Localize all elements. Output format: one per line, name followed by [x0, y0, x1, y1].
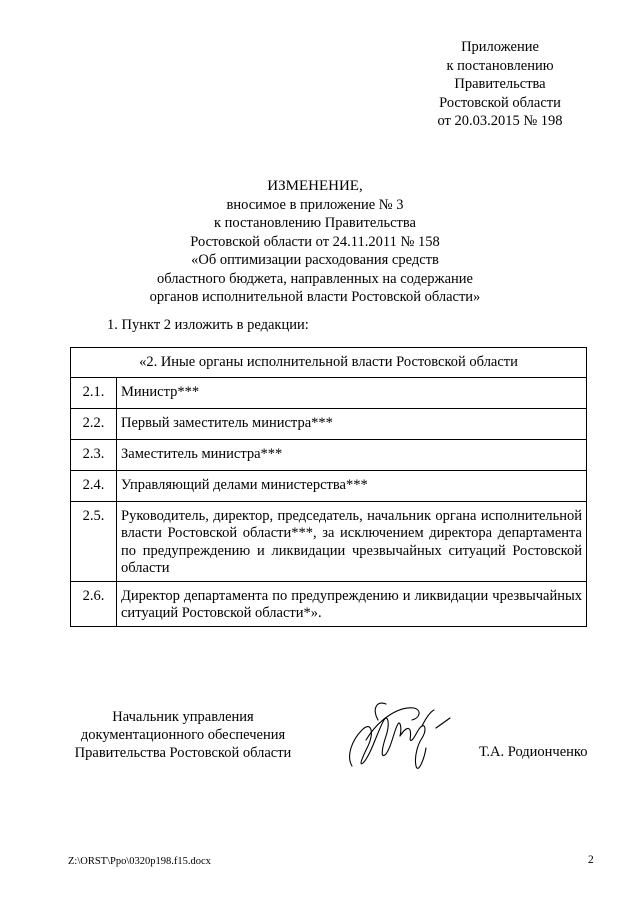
row-text: Директор департамента по предупреждению и ликвидации чрезвычайных ситуаций Ростовской области*». — [117, 581, 587, 626]
table-row — [71, 501, 587, 581]
appendix-line: Правительства — [454, 76, 546, 92]
table-row — [71, 581, 587, 626]
row-text: Управляющий делами министерства*** — [117, 470, 587, 501]
row-number: 2.1. — [71, 377, 117, 408]
appendix-line: Ростовской области — [439, 94, 561, 111]
table-header: «2. Иные органы исполнительной власти Ростовской области — [71, 348, 587, 378]
row-text: Министр*** — [117, 377, 587, 408]
position-line: Правительства Ростовской области — [74, 745, 292, 761]
row-text: Руководитель, директор, председатель, начальник органа исполнительной власти Ростовской области***, за исключением директора департамента по предупреждению и ликвидации чрезвычайных ситуаций Ростовской области — [117, 501, 587, 581]
appendix-reference — [405, 38, 595, 131]
position-line: документационного обеспечения — [80, 727, 286, 743]
handwritten-signature — [338, 690, 458, 780]
heading-line: «Об оптимизации расходования средств — [191, 252, 439, 268]
heading-line: органов исполнительной власти Ростовской области» — [149, 289, 481, 305]
signatory-position — [68, 708, 298, 762]
table-row — [71, 377, 587, 408]
table-row — [71, 470, 587, 501]
page-number: 2 — [588, 854, 594, 866]
appendix-line: к постановлению — [446, 57, 554, 74]
table-header-row — [71, 348, 587, 378]
file-path: Z:\ORST\Ppo\0320p198.f15.docx — [68, 856, 211, 867]
row-number: 2.2. — [71, 408, 117, 439]
row-text: Первый заместитель министра*** — [117, 408, 587, 439]
positions-table — [70, 347, 587, 627]
heading-line: Ростовской области от 24.11.2011 № 158 — [190, 233, 440, 250]
position-line: Начальник управления — [112, 709, 254, 725]
heading-line: к постановлению Правительства — [214, 215, 416, 231]
appendix-line: от 20.03.2015 № 198 — [437, 113, 563, 129]
row-text: Заместитель министра*** — [117, 439, 587, 470]
row-number: 2.5. — [71, 501, 117, 581]
appendix-line: Приложение — [461, 39, 539, 55]
document-heading — [100, 177, 530, 307]
document-title: ИЗМЕНЕНИЕ, — [267, 178, 363, 194]
row-number: 2.3. — [71, 439, 117, 470]
row-number: 2.4. — [71, 470, 117, 501]
intro-paragraph: 1. Пункт 2 изложить в редакции: — [107, 317, 309, 333]
heading-line: областного бюджета, направленных на содержание — [157, 270, 473, 287]
signatory-name: Т.А. Родионченко — [479, 744, 588, 760]
heading-line: вносимое в приложение № 3 — [226, 196, 404, 213]
table-row — [71, 408, 587, 439]
table-row — [71, 439, 587, 470]
row-number: 2.6. — [71, 581, 117, 626]
